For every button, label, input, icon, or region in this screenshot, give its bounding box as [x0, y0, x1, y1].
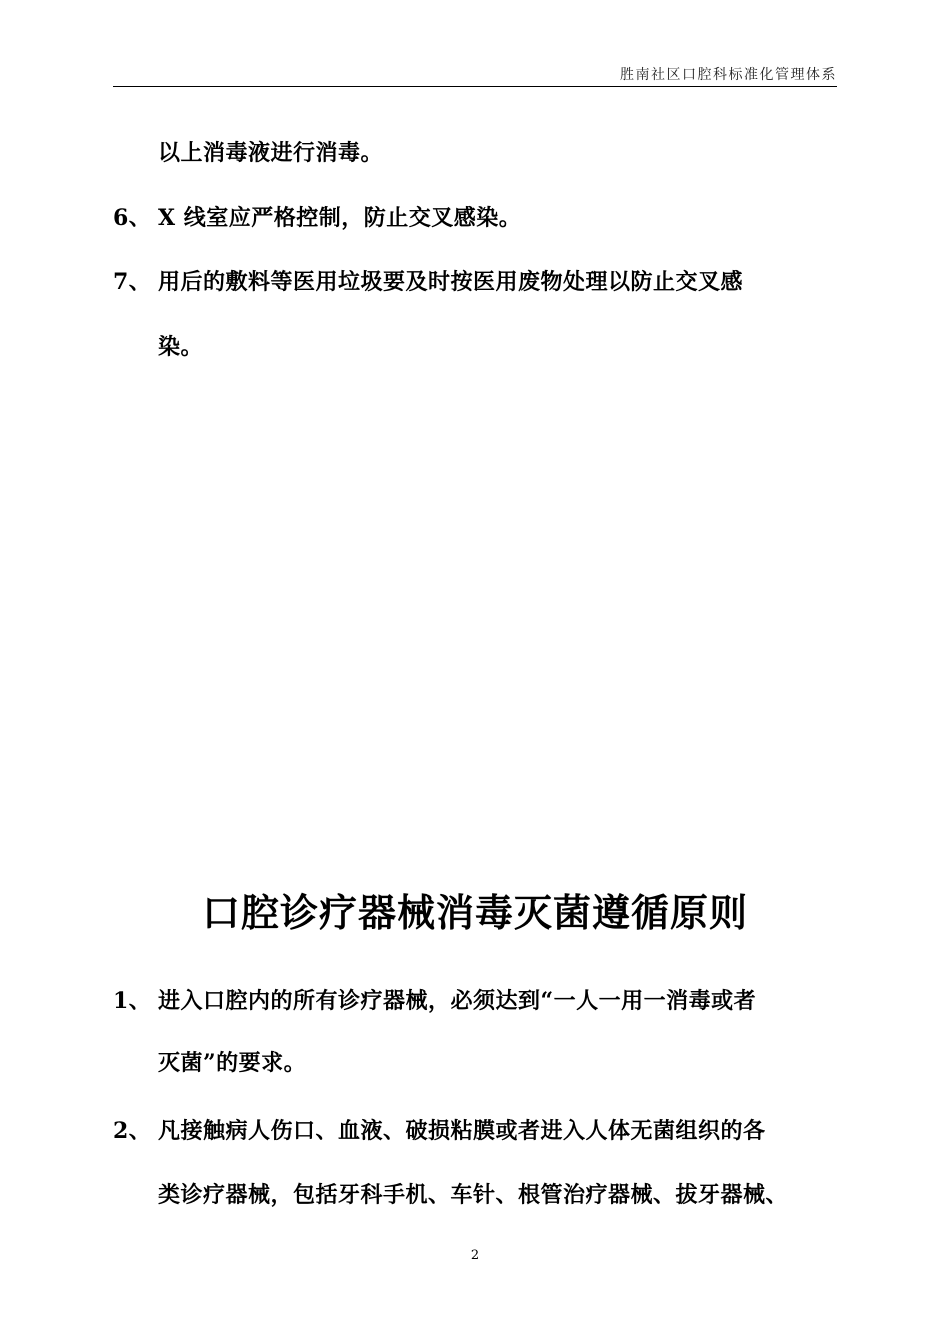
page-number: 2 — [470, 1248, 480, 1263]
item-number: 2、 — [113, 1118, 152, 1144]
header-rule — [113, 86, 837, 87]
item-text-line2: 类诊疗器械，包括牙科手机、车针、根管治疗器械、拔牙器械、 — [158, 1182, 789, 1208]
item-number: 6、 — [113, 205, 152, 231]
item-text-line1: 凡接触病人伤口、血液、破损粘膜或者进入人体无菌组织的各 — [158, 1118, 766, 1144]
item-number: 7、 — [113, 269, 152, 295]
section-title: 口腔诊疗器械消毒灭菌遵循原则 — [201, 890, 748, 935]
item-text-line2: 染。 — [158, 334, 204, 360]
item-text-line2: 灭菌”的要求。 — [158, 1050, 307, 1076]
page-header-text: 胜南社区口腔科标准化管理体系 — [620, 67, 837, 83]
continuation-line: 以上消毒液进行消毒。 — [158, 140, 384, 166]
item-text-line1: 进入口腔内的所有诊疗器械，必须达到“一人一用一消毒或者 — [158, 988, 757, 1014]
item-text-line1: 用后的敷料等医用垃圾要及时按医用废物处理以防止交叉感 — [158, 269, 744, 295]
item-number: 1、 — [113, 988, 152, 1014]
item-text: X 线室应严格控制，防止交叉感染。 — [158, 205, 522, 231]
